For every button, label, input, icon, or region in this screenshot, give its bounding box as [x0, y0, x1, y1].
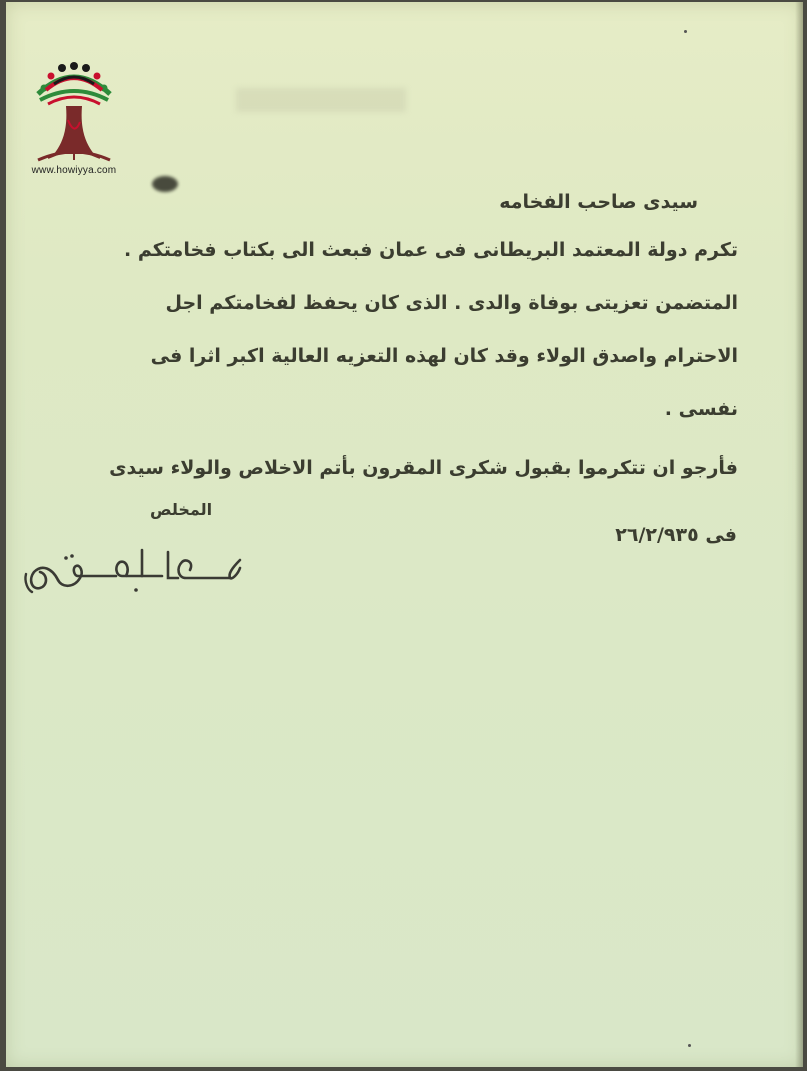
letter-body [70, 180, 738, 495]
salutation: سيدى صاحب الفخامه [499, 191, 698, 213]
letter-date: فى ٢٦/٢/٩٣٥ [615, 524, 737, 546]
paper-shadow-edge [795, 2, 803, 1067]
howiyya-logo [18, 60, 130, 182]
signoff-label: المخلص [150, 500, 213, 519]
handwritten-signature [18, 538, 248, 608]
paragraph-line: تكرم دولة المعتمد البريطانى فى عمان فبعث الى بكتاب فخامتكم . [124, 239, 738, 261]
paragraph-line: الاحترام واصدق الولاء وقد كان لهذه التعزيه العالية اكبر اثرا فى [150, 345, 738, 367]
watermark-url: www.howiyya.com [31, 165, 117, 176]
paragraph-line: نفسى . [664, 398, 738, 420]
paragraph-line: المتضمن تعزيتى بوفاة والدى . الذى كان يحفظ لفخامتكم اجل [165, 292, 738, 314]
closing-line: فأرجو ان تتكرموا بقبول شكرى المقرون بأتم الاخلاص والولاء سيدى [109, 457, 738, 479]
paper-speck [688, 1044, 691, 1047]
faded-header-mark [236, 88, 406, 112]
paper-speck [684, 30, 687, 33]
